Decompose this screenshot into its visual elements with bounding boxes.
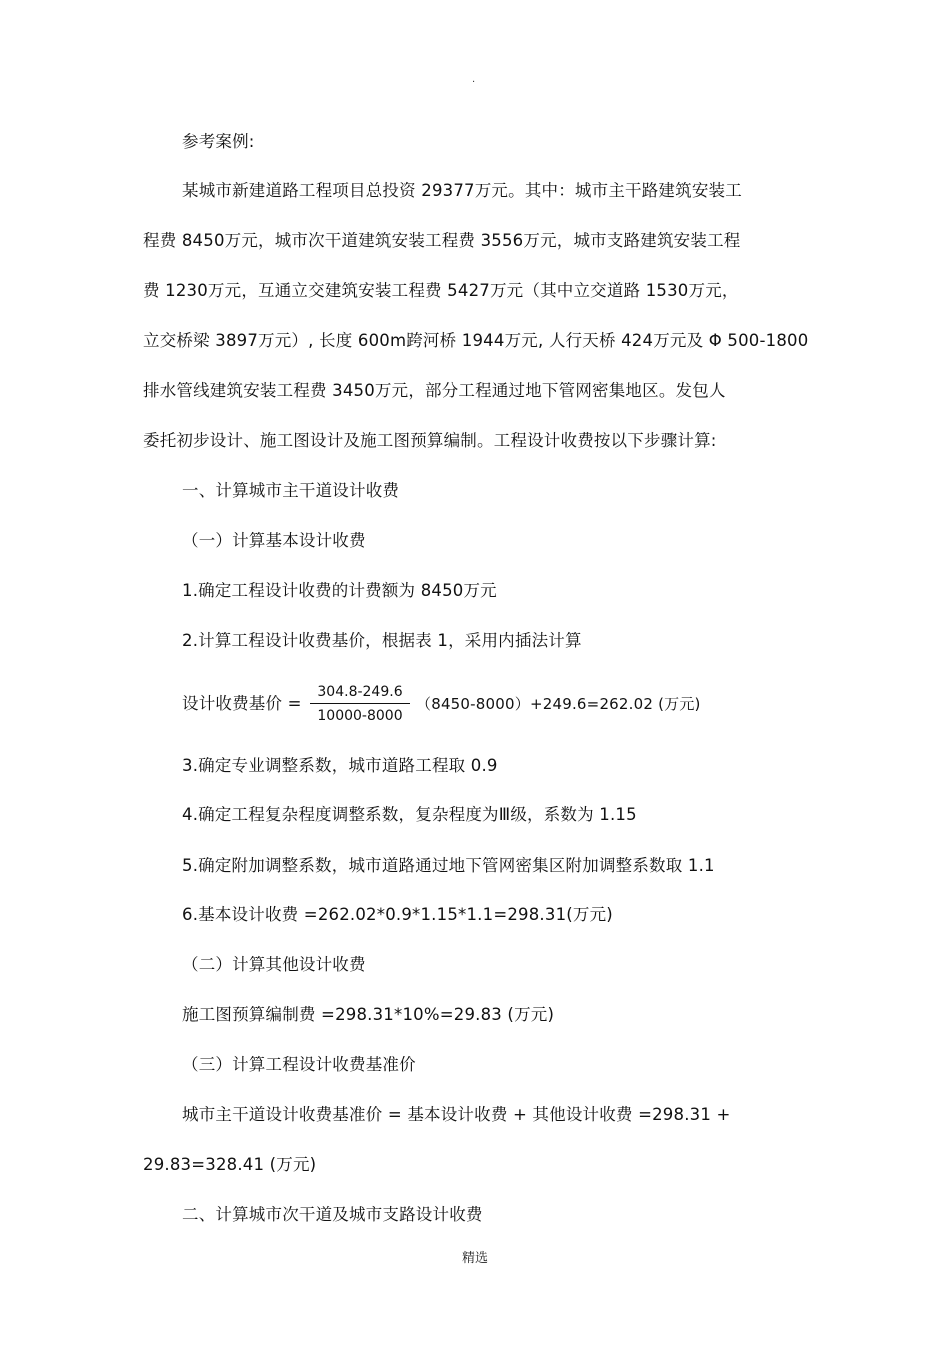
- section-heading: 二、计算城市次干道及城市支路设计收费: [182, 1205, 483, 1224]
- formula-numerator: 304.8-249.6: [317, 684, 403, 700]
- page-footer: 精选: [462, 1251, 489, 1266]
- page-marker-dot: .: [472, 74, 476, 85]
- subsection-heading: （一）计算基本设计收费: [182, 531, 366, 550]
- formula-suffix: （8450-8000）+249.6=262.02 (万元): [416, 695, 701, 713]
- step-line: 1.确定工程设计收费的计费额为 8450万元: [182, 581, 497, 600]
- step-line: 2.计算工程设计收费基价，根据表 1，采用内插法计算: [182, 631, 582, 650]
- paragraph-line: 排水管线建筑安装工程费 3450万元，部分工程通过地下管网密集地区。发包人: [143, 381, 726, 400]
- step-line: 6.基本设计收费 =262.02*0.9*1.15*1.1=298.31(万元): [182, 905, 613, 924]
- formula-prefix: 设计收费基价 =: [182, 694, 302, 713]
- section-heading: 一、计算城市主干道设计收费: [182, 481, 400, 500]
- paragraph-line: 29.83=328.41 (万元): [143, 1155, 317, 1174]
- step-line: 5.确定附加调整系数，城市道路通过地下管网密集区附加调整系数取 1.1: [182, 856, 715, 875]
- step-line: 3.确定专业调整系数，城市道路工程取 0.9: [182, 756, 498, 775]
- fraction-bar: [310, 703, 410, 704]
- subsection-heading: （三）计算工程设计收费基准价: [182, 1055, 416, 1074]
- formula-denominator: 10000-8000: [317, 708, 403, 724]
- formula-fraction: [310, 682, 410, 726]
- paragraph-line: 城市主干道设计收费基准价 = 基本设计收费 + 其他设计收费 =298.31 +: [182, 1105, 731, 1124]
- paragraph-line: 某城市新建道路工程项目总投资 29377万元。其中：城市主干路建筑安装工: [182, 181, 742, 200]
- paragraph-line: 委托初步设计、施工图设计及施工图预算编制。工程设计收费按以下步骤计算:: [143, 431, 717, 450]
- subsection-heading: （二）计算其他设计收费: [182, 955, 366, 974]
- paragraph-line: 程费 8450万元，城市次干道建筑安装工程费 3556万元，城市支路建筑安装工程: [143, 231, 741, 250]
- step-line: 施工图预算编制费 =298.31*10%=29.83 (万元): [182, 1005, 555, 1024]
- step-line: 4.确定工程复杂程度调整系数，复杂程度为Ⅲ级，系数为 1.15: [182, 805, 637, 824]
- case-heading: 参考案例:: [182, 132, 255, 151]
- paragraph-line: 费 1230万元，互通立交建筑安装工程费 5427万元（其中立交道路 1530万元，: [143, 281, 739, 300]
- paragraph-line: 立交桥梁 3897万元）, 长度 600m跨河桥 1944万元, 人行天桥 424万元及 Φ 500-1800: [143, 331, 809, 350]
